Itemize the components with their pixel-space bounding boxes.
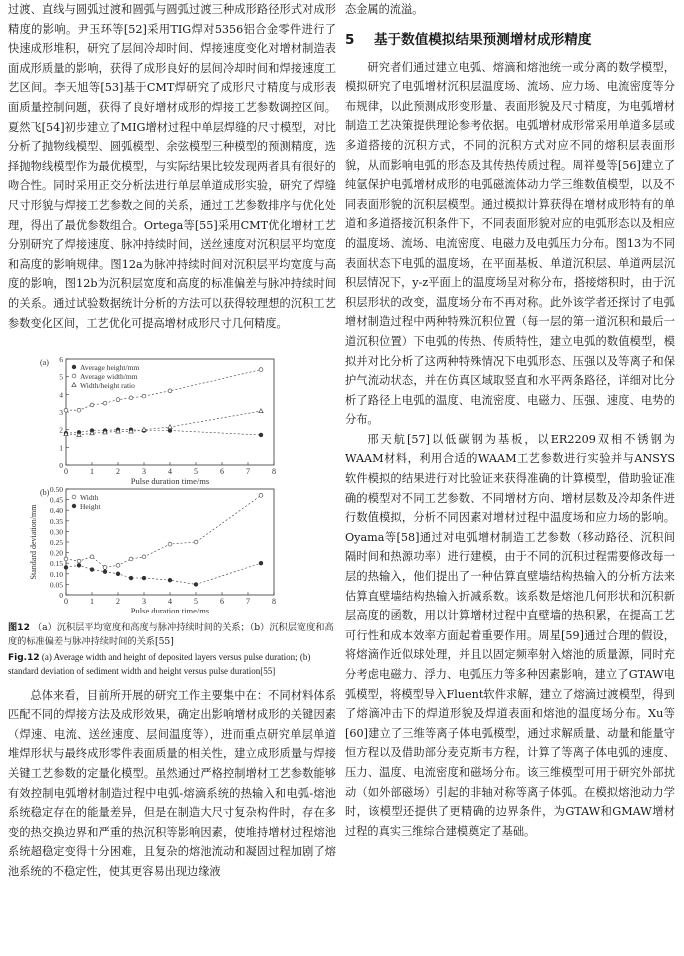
data-point: [116, 398, 120, 402]
legend-label: Height: [80, 501, 101, 511]
data-point: [142, 394, 146, 398]
y-tick-label: 0.40: [49, 506, 63, 516]
y-tick-label: 0.10: [49, 569, 63, 579]
y-tick-label: 0.30: [49, 527, 63, 537]
series-trend-line: [66, 563, 261, 584]
x-tick-label: 8: [272, 597, 276, 607]
panel-label: (a): [40, 358, 49, 368]
figure-caption-en-text: (a) Average width and height of deposited layers versus pulse duration; (b) standard deviation of sediment width and height versus pulse duration[55]: [8, 651, 311, 676]
x-tick-label: 3: [142, 597, 146, 607]
x-tick-label: 2: [116, 467, 120, 477]
x-tick-label: 4: [168, 597, 172, 607]
section-number: 5: [345, 31, 355, 48]
data-point: [194, 540, 198, 544]
y-tick-label: 0.20: [49, 548, 63, 558]
figure-caption-cn: [8, 621, 336, 649]
x-axis-label: Pulse duration time/ms: [130, 606, 210, 614]
right-para-2: 邢天航[57]以低碳钢为基板，以ER2209双相不锈钢为WAAM材料，利用合适的WAAM工艺参数进行实验并与ANSYS软件模拟的结果进行对比验证来获得准确的计算模型，借助验证准确的模型对不同工艺参数、不同增材方向、增材层数及冷却条件进行数值模拟，分析不同因素对增材过程中温度场和应力场的影响。Oyama等[58]通过对电弧增材制造工艺参数（移动路径、沉积间隔时间和热源功率）进行建模，由于不同的沉积过程需要修改每一层的热输入，他们提出了一种估算直壁墙结构热输入的分析方法来估算直壁墙结构热输入折减系数。该系数是熔池几何形状和沉积新层高度的函数，用以计算增材过程中直壁墙的热积累，在提高工艺可行性和成本效率方面起着重要作用。周星[59]通过合理的假设，将熔滴作近似球处理，并且以固定频率射入熔池的质量源，同时充分考虑电磁力、浮力、电弧压力等多种因素影响，建立了GTAW电弧模型，将模型导入Fluent软件求解，建立了熔滴过渡模型，得到了熔滴冲击下的焊道形貌及焊道表面和熔池的温度场分布。Xu等[60]建立了三维等离子体电弧模型，通过求解质量、动量和能量守恒方程以及借助部分麦克斯韦方程，计算了等离子体电弧的速度、压力、温度、电流密度和磁场分布。该三维模型可用于研究外部扰动（如外部磁场）引起的非轴对称等离子体弧。在模拟熔池动力学时，该模型还提供了更精确的边界条件，为GTAW和GMAW增材过程的真实三维综合建模奠定了基础。: [345, 432, 675, 838]
y-tick-label: 5: [59, 372, 63, 382]
figure-caption-en: [8, 651, 336, 678]
section-heading: [345, 30, 675, 50]
data-point: [259, 494, 263, 498]
x-tick-label: 6: [220, 467, 224, 477]
x-tick-label: 2: [116, 597, 120, 607]
left-para-1: 过渡、直线与圆弧过渡和圆弧与圆弧过渡三种成形路径形式对成形精度的影响。尹玉环等[52]采用TIG焊对5356铝合金零件进行了快速成形堆积，研究了层间冷却时间、焊接速度变化对增材制造表面成形质量的影响，获得了成形良好的层间冷却时间和焊接速度工艺区间。李天旭等[53]基于CMT焊研究了成形尺寸精度与成形表面质量控制问题，获得了良好增材成形的焊接工艺参数调控区间。夏然飞[54]初步建立了MIG增材过程中单层焊缝的尺寸模型，对比分析了抛物线模型、圆弧模型、余弦模型三种模型的预测精度，选择抛物线模型作为最优模型，与实际结果比较发现两者具有很好的吻合性。同时采用正交分析法进行单层单道成形实验，研究了焊缝尺寸形貌与焊接工艺参数之间的关系，通过工艺参数排序与优化处理，得出了最优参数组合。Ortega等[55]采用CMT优化增材工艺分别研究了焊接速度、脉冲持续时间，送丝速度对沉积层平均宽度和高度的影响规律。图12a为脉冲持续时间对沉积层平均宽度与高度的影响，图12b为沉积层宽度和高度的标准偏差与脉冲持续时间的关系。通过试验数据统计分析的方法可以获得较理想的沉积工艺参数变化区间，工艺优化可提高增材成形尺寸几何精度。: [8, 3, 336, 330]
y-tick-label: 6: [59, 355, 63, 365]
data-point: [168, 542, 172, 546]
x-axis-label: Pulse duration time/ms: [130, 476, 210, 487]
legend-marker: [72, 383, 76, 387]
data-point: [103, 570, 107, 574]
figure-12: [8, 355, 336, 678]
data-point: [142, 576, 146, 580]
x-tick-label: 5: [194, 597, 198, 607]
left-para-2: 总体来看，目前所开展的研究工作主要集中在：不同材料体系匹配不同的焊接方法及成形效果，确定出影响增材成形的关键因素（焊速、电流、送丝速度、层间温度等），进而重点研究单层单道堆焊形状与最终成形零件表面质量的相关性，建立成形质量与焊接关键工艺参数的定量化模型。虽然通过严格控制增材工艺参数能够有效控制电弧增材制造过程中电弧-熔滴系统的热输入和电弧-熔池系统稳定存在的能量差异，但是在制造大尺寸复杂构件时，存在多变的热交换边界和严重的热沉积等影响因素，使堆持增材过程熔池系统超稳定变得十分困难，且复杂的熔池流动和凝固过程加剧了熔池系统的不稳定性，使其更容易出现边缘液: [8, 688, 336, 879]
x-tick-label: 7: [246, 467, 250, 477]
data-point: [64, 566, 68, 570]
x-tick-label: 3: [142, 467, 146, 477]
legend-label: Width: [80, 492, 99, 502]
data-point: [142, 555, 146, 559]
data-point: [168, 425, 172, 429]
legend-label: Width/height ratio: [80, 380, 135, 390]
series-trend-line: [66, 430, 261, 435]
data-point: [168, 389, 172, 393]
legend-marker: [72, 495, 76, 499]
data-point: [90, 555, 94, 559]
data-point: [194, 583, 198, 587]
data-point: [90, 403, 94, 407]
x-tick-label: 8: [272, 467, 276, 477]
y-tick-label: 0.05: [49, 580, 63, 590]
data-point: [116, 564, 120, 568]
y-tick-label: 0.25: [49, 538, 63, 548]
figure-caption-cn-text: （a）沉积层平均宽度和高度与脉冲持续时间的关系；（b）沉积层宽度和高度的标准偏差与脉冲持续时间的关系[55]: [8, 622, 334, 647]
data-point: [129, 557, 133, 561]
y-tick-label: 0.45: [49, 495, 63, 505]
legend-marker: [72, 504, 76, 508]
x-tick-label: 5: [194, 467, 198, 477]
figure-12-plots: [8, 355, 336, 613]
y-tick-label: 0.35: [49, 516, 63, 526]
right-column: [345, 0, 675, 841]
figure-caption-en-label: Fig.12: [8, 652, 40, 663]
data-point: [64, 408, 68, 412]
x-tick-label: 6: [220, 597, 224, 607]
data-point: [259, 561, 263, 565]
right-para-1: 研究者们通过建立电弧、熔滴和熔池统一或分离的数学模型，模拟研究了电弧增材沉积层温度场、流场、应力场、电流密度等分布规律，以此预测成形变形量、表面形貌及尺寸精度，为电弧增材制造工艺决策提供理论参考依据。电弧增材成形常采用单道多层或多道搭接的沉积方式，不同的沉积方式对应不同的熔积层表面形貌，从而影响电弧的形态及其传热传质过程。周祥曼等[56]建立了纯氩保护电弧增材成形的电弧磁流体动力学三维数值模型，以及不同表面形貌的沉积层模型。通过模拟计算获得在增材成形特有的单道和多道搭接沉积条件下，不同表面形貌对应的电弧形态以及相应的温度场、流场、电流密度、电磁力及电弧压力分布。图13为不同表面状态下电弧的温度场，在平面基板、单道沉积层、单道两层沉积层情况下，y-z平面上的温度场呈对称分布，搭接熔积时，由于沉积层形状的改变，温度场分布不再对称。此外该学者还探讨了电弧增材制造过程中两种特殊沉积位置（每一层的第一道沉积和最后一道沉积位置）下电弧的传热、传质特性，建立电弧的数值模型，模拟并对比分析了这两种特殊情况下电弧形态、压强以及等离子和保护气流动状态，并在仿真区域取竖直和水平两条路径，详细对比分析了路径上电弧的温度、电流密度、电磁力、压强、速度、电势的分布。: [345, 60, 675, 427]
data-point: [259, 409, 263, 413]
series-trend-line: [66, 411, 261, 435]
data-point: [77, 408, 81, 412]
x-tick-label: 7: [246, 597, 250, 607]
legend-marker: [72, 374, 76, 378]
data-point: [90, 568, 94, 572]
y-tick-label: 0.15: [49, 559, 63, 569]
figure-caption-cn-label: 图12: [8, 622, 30, 634]
y-tick-label: 0: [59, 591, 63, 601]
data-point: [168, 429, 172, 433]
legend-label: Average height/mm: [80, 362, 140, 372]
legend-label: Average width/mm: [80, 371, 138, 381]
x-tick-label: 1: [90, 467, 94, 477]
y-axis-label: Standard deviation/mm: [29, 504, 38, 580]
data-point: [168, 578, 172, 582]
left-column: [8, 0, 336, 882]
y-tick-label: 0.50: [49, 485, 63, 495]
y-tick-label: 1: [59, 443, 63, 453]
data-point: [129, 576, 133, 580]
data-point: [103, 566, 107, 570]
data-point: [116, 572, 120, 576]
data-point: [77, 559, 81, 563]
x-tick-label: 4: [168, 467, 172, 477]
x-tick-label: 0: [64, 597, 68, 607]
panel-label: (b): [40, 488, 50, 498]
y-tick-label: 4: [59, 390, 63, 400]
y-tick-label: 2: [59, 425, 63, 435]
x-tick-label: 1: [90, 597, 94, 607]
y-tick-label: 3: [59, 408, 63, 418]
data-point: [259, 368, 263, 372]
right-para-0: 态金属的流溢。: [345, 3, 424, 16]
data-point: [64, 557, 68, 561]
legend-marker: [72, 365, 76, 369]
data-point: [129, 396, 133, 400]
data-point: [103, 401, 107, 405]
data-point: [77, 564, 81, 568]
section-title: 基于数值模拟结果预测增材成形精度: [373, 31, 592, 48]
data-point: [259, 433, 263, 437]
y-tick-label: 0: [59, 461, 63, 471]
x-tick-label: 0: [64, 467, 68, 477]
